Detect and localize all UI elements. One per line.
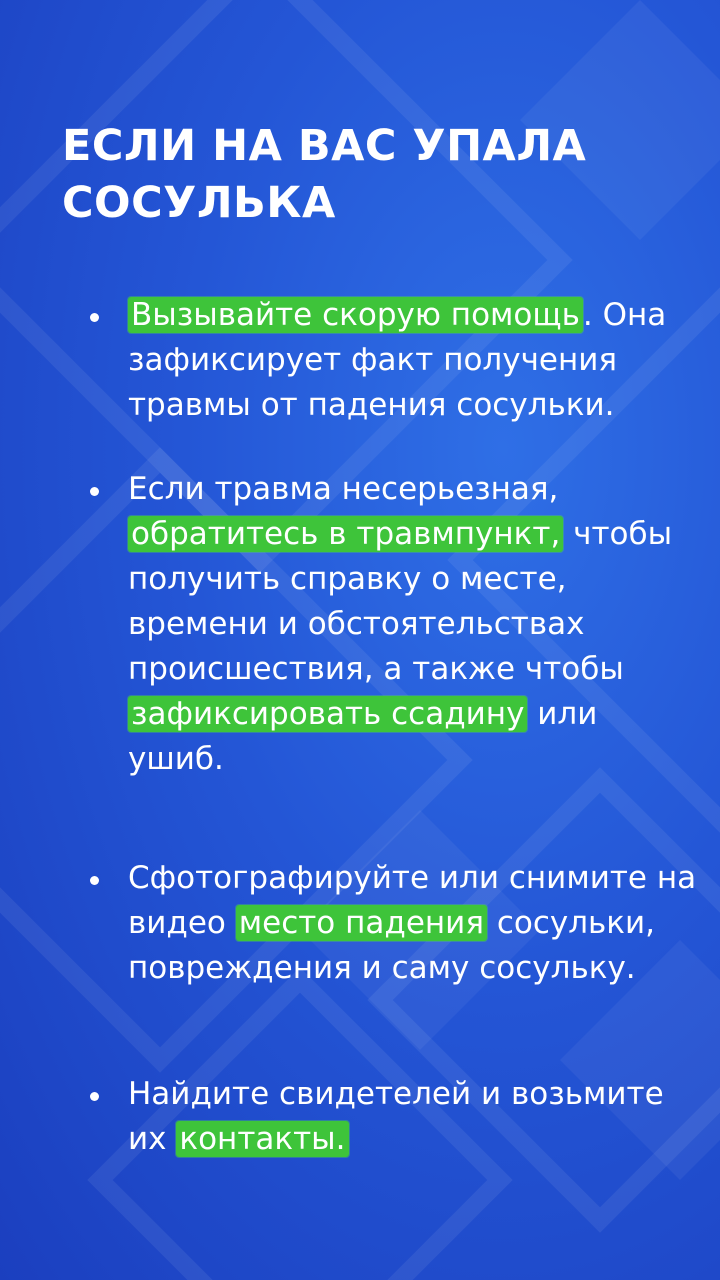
item-text: сосульки, повреждения и саму сосульку. <box>128 905 656 986</box>
list-item <box>128 293 698 428</box>
list-item <box>128 856 698 991</box>
item-text: или ушиб. <box>128 696 598 777</box>
highlight: обратитесь в травмпункт, <box>128 516 563 552</box>
list-item <box>128 467 698 782</box>
page-title: ЕСЛИ НА ВАС УПАЛА СОСУЛЬКА <box>62 121 587 228</box>
highlight: Вызывайте скорую помощь <box>128 297 583 333</box>
item-text: Сфотографируйте или снимите на видео <box>128 860 697 941</box>
highlight: контакты. <box>176 1121 348 1157</box>
item-text: Если травма несерьезная, <box>128 471 559 507</box>
highlight: место падения <box>236 905 487 941</box>
highlight: зафиксировать ссадину <box>128 696 527 732</box>
list-item <box>128 1072 698 1162</box>
item-text: чтобы получить справку о месте, времени и обстоятельствах происшествия, а также чтобы <box>128 516 673 687</box>
item-text: Найдите свидетелей и возьмите их <box>128 1076 664 1157</box>
item-text: . Она зафиксирует факт получения травмы от падения сосульки. <box>128 297 667 423</box>
